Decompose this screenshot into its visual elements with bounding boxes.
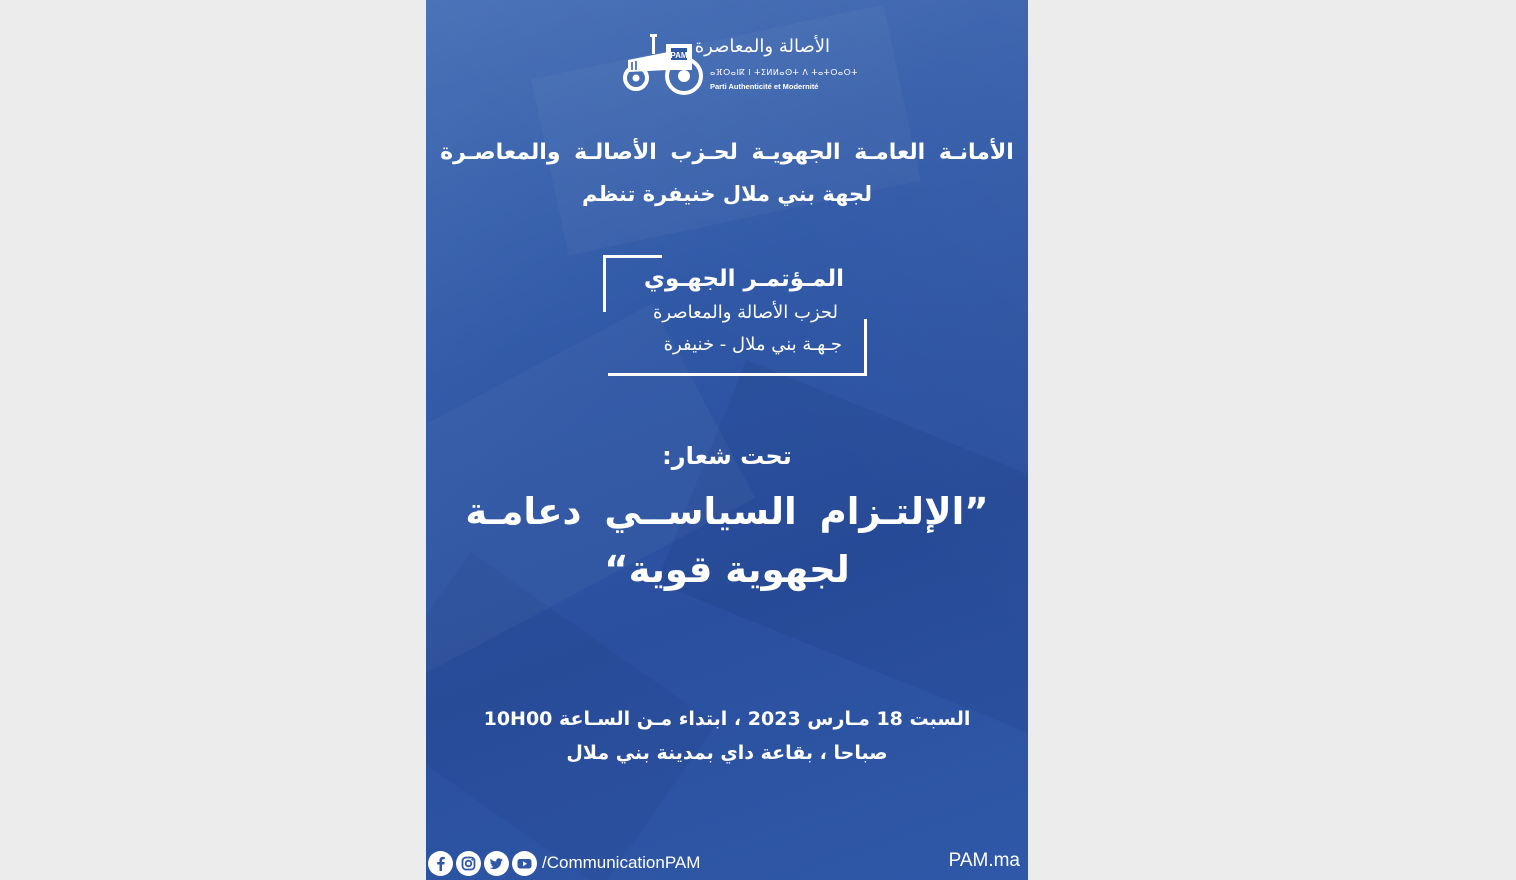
slogan-line2: لجهوية قوية“	[604, 548, 850, 591]
conference-subtitle-party: لحزب الأصالة والمعاصرة	[653, 302, 838, 323]
logo-tifinagh-name: ⴰⴼⵔⴰⵏⴽ ⵏ ⵜⵉⵍⵍⴰⵙⵜ ⴷ ⵜⴰⵜⵔⴰⵔⵜ	[710, 68, 858, 77]
conference-subtitle-region: جـهـة بني ملال - خنيفرة	[663, 334, 842, 355]
event-location: صباحا ، بقاعة داي بمدينة بني ملال	[566, 742, 888, 764]
website-link[interactable]: PAM.ma	[948, 850, 1020, 871]
logo-arabic-name: الأصالة والمعاصرة	[694, 36, 830, 57]
instagram-icon[interactable]	[456, 851, 481, 876]
slogan-label: تحت شعار:	[662, 442, 792, 470]
youtube-icon[interactable]	[512, 851, 537, 876]
logo-french-name: Parti Authenticité et Modernité	[710, 82, 819, 91]
organizer-line2: لجهة بني ملال خنيفرة تنظم	[582, 182, 872, 206]
social-handle[interactable]: /CommunicationPAM	[542, 853, 701, 872]
poster	[426, 0, 1028, 880]
logo-emblem-letters: PAM	[670, 51, 688, 60]
slogan-line1: ”الإلتـزام السياســي دعامـة	[465, 490, 989, 533]
twitter-icon[interactable]	[484, 851, 509, 876]
conference-title: المـؤتمـر الجهـوي	[643, 266, 844, 292]
social-links	[428, 849, 700, 877]
party-logo	[622, 30, 858, 98]
facebook-icon[interactable]	[428, 851, 453, 876]
organizer-line1: الأمانـة العامـة الجهويـة لحـزب الأصالـة والمعاصـرة	[440, 140, 1014, 165]
event-date-time: السبت 18 مـارس 2023 ، ابتداء مـن السـاعة 10H00	[483, 708, 971, 730]
tractor-icon	[622, 30, 706, 96]
